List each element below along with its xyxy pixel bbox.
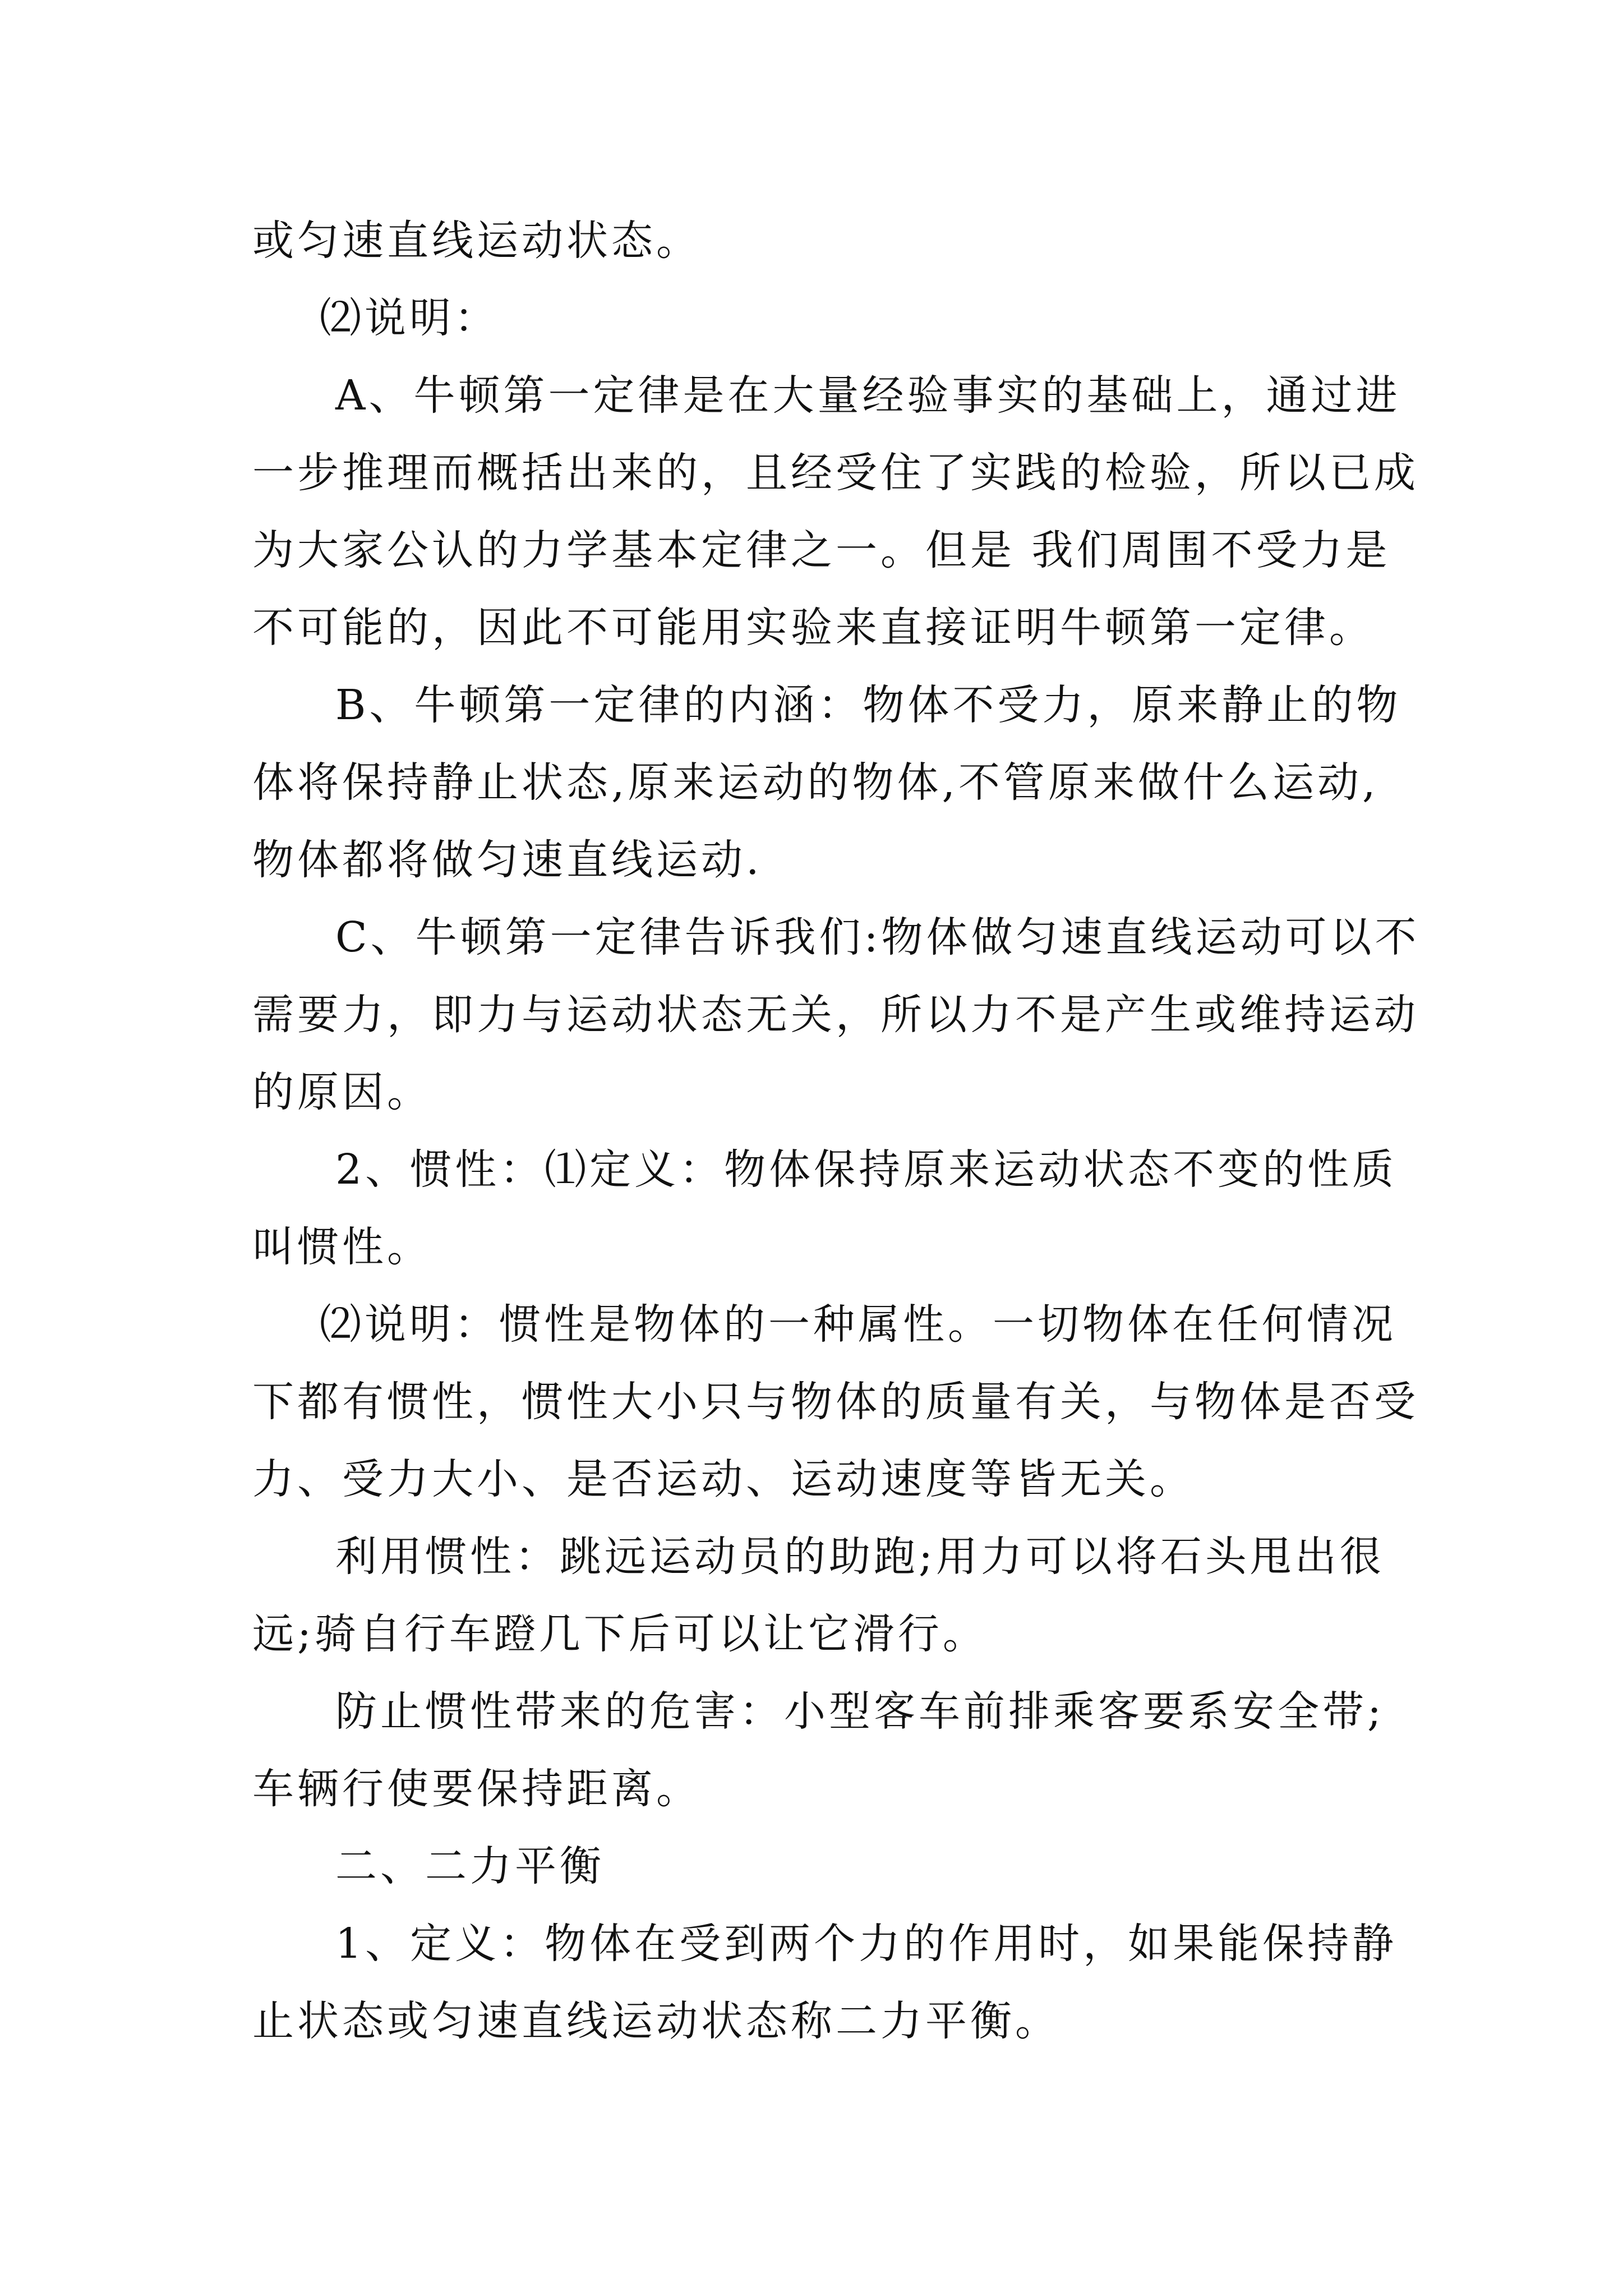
text-line: 物体都将做匀速直线运动.: [252, 836, 763, 884]
section-heading: 二、二力平衡: [335, 1842, 605, 1890]
text-line: 止状态或匀速直线运动状态称二力平衡。: [252, 1997, 1060, 2045]
body-text: [252, 202, 1420, 2060]
text-line: 防止惯性带来的危害：小型客车前排乘客要系安全带;: [335, 1687, 1385, 1736]
text-line: 为大家公认的力学基本定律之一。但是 我们周围不受力是: [252, 526, 1391, 574]
text-line: 不可能的，因此不可能用实验来直接证明牛顿第一定律。: [252, 604, 1374, 652]
text-line: A、牛顿第一定律是在大量经验事实的基础上，通过进: [335, 371, 1401, 420]
text-line: 力、受力大小、是否运动、运动速度等皆无关。: [252, 1455, 1195, 1503]
text-line: 利用惯性：跳远运动员的助跑;用力可以将石头甩出很: [335, 1533, 1385, 1581]
text-line: 车辆行使要保持距离。: [252, 1765, 701, 1813]
text-line: 的原因。: [252, 1068, 432, 1116]
text-line: 或匀速直线运动状态。: [252, 217, 701, 265]
text-line: 远;骑自行车蹬几下后可以让它滑行。: [252, 1610, 988, 1658]
text-line: 2、惯性：⑴定义：物体保持原来运动状态不变的性质: [335, 1145, 1398, 1194]
text-line: 体将保持静止状态,原来运动的物体,不管原来做什么运动,: [252, 758, 1379, 807]
text-line: B、牛顿第一定律的内涵：物体不受力，原来静止的物: [335, 681, 1401, 729]
text-line: C、牛顿第一定律告诉我们:物体做匀速直线运动可以不: [335, 913, 1420, 961]
text-line: 一步推理而概括出来的，且经受住了实践的检验，所以已成: [252, 449, 1419, 497]
text-line: 叫惯性。: [252, 1223, 432, 1271]
text-line: ⑵说明：惯性是物体的一种属性。一切物体在任何情况: [320, 1300, 1396, 1349]
text-line: ⑵说明：: [320, 294, 499, 342]
text-line: 需要力，即力与运动状态无关，所以力不是产生或维持运动: [252, 991, 1419, 1039]
text-line: 1、定义：物体在受到两个力的作用时，如果能保持静: [335, 1920, 1398, 1968]
text-line: 下都有惯性，惯性大小只与物体的质量有关，与物体是否受: [252, 1378, 1419, 1426]
